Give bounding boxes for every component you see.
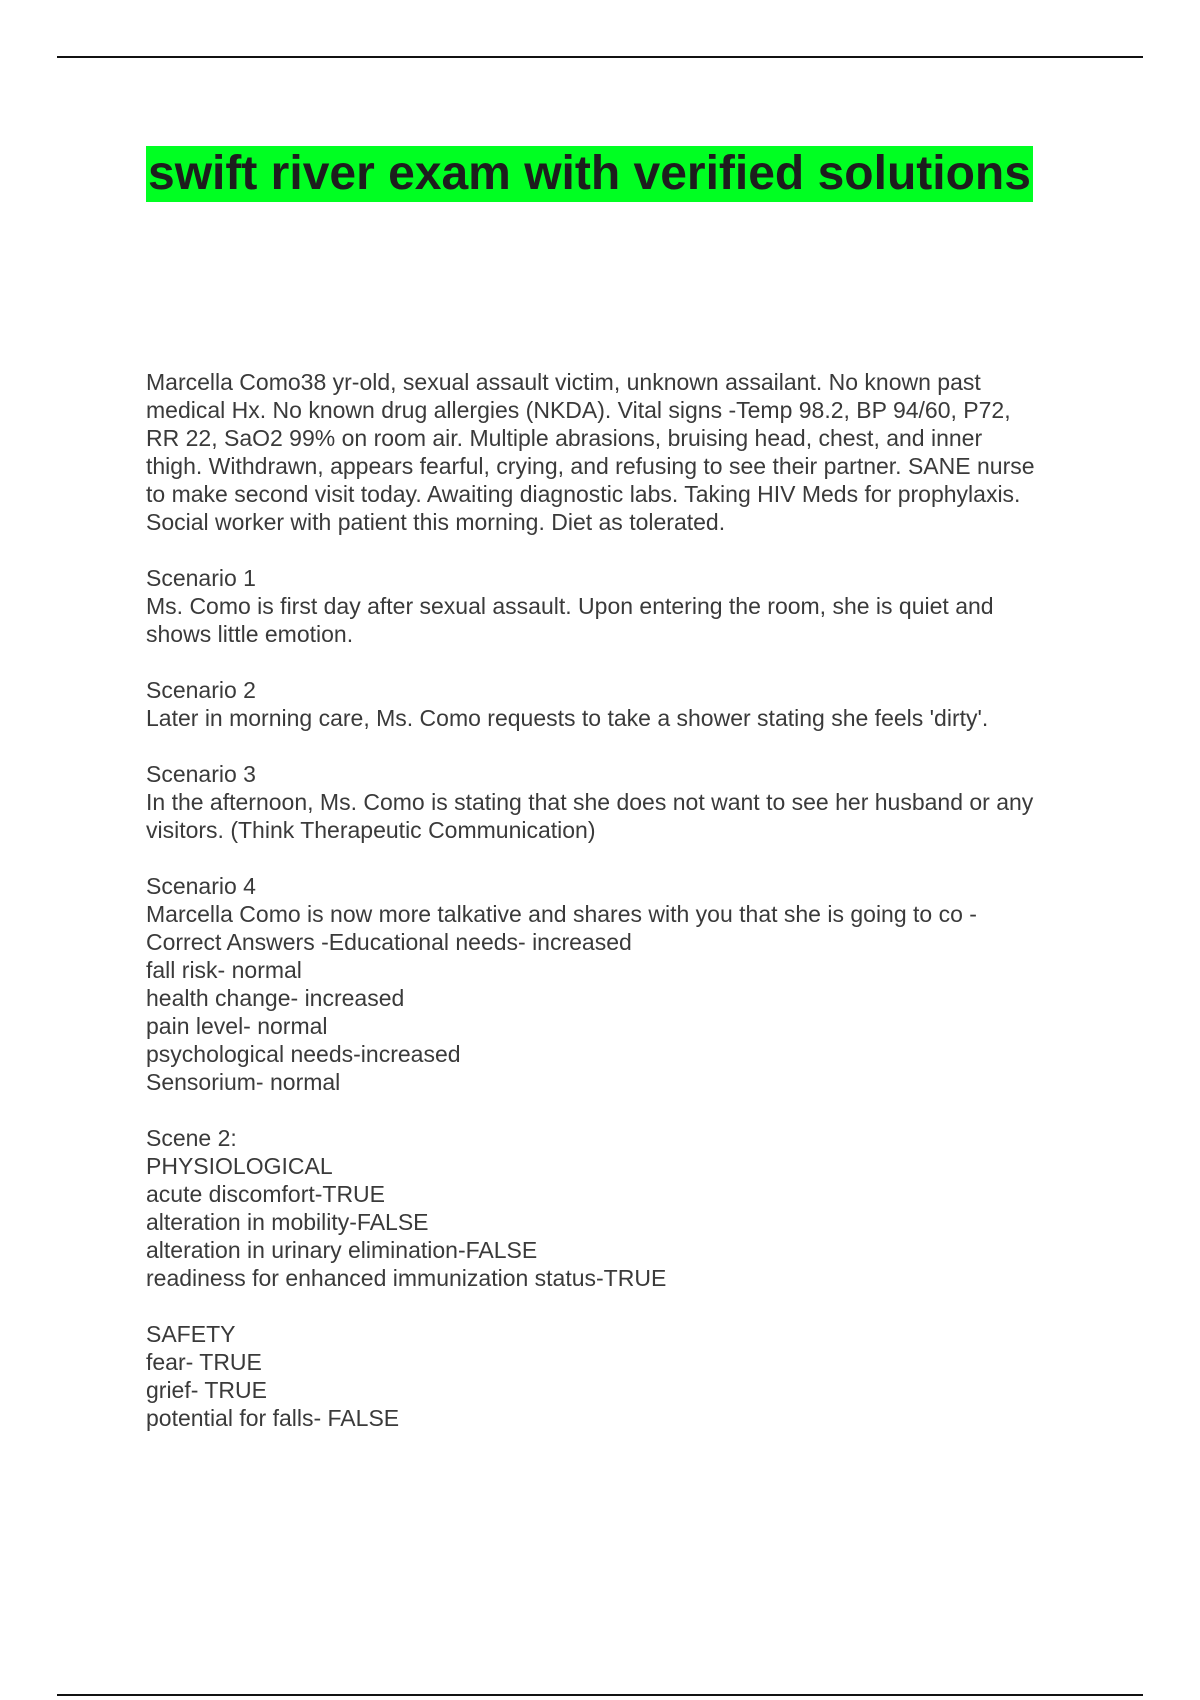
text-line: fear- TRUE <box>146 1349 262 1375</box>
text-line: acute discomfort-TRUE <box>146 1181 386 1207</box>
text-line: alteration in urinary elimination-FALSE <box>146 1237 538 1263</box>
text-line: Later in morning care, Ms. Como requests to take a shower stating she feels 'dirty'. <box>146 705 989 731</box>
text-line: thigh. Withdrawn, appears fearful, crying, and refusing to see their partner. SANE nurse <box>146 453 1035 479</box>
scenario-heading: Scenario 3 <box>146 761 256 787</box>
scene-2 <box>146 1124 1086 1292</box>
text-line: alteration in mobility-FALSE <box>146 1209 429 1235</box>
text-line: In the afternoon, Ms. Como is stating that she does not want to see her husband or any <box>146 789 1034 815</box>
text-line: psychological needs-increased <box>146 1041 461 1067</box>
text-line: Marcella Como is now more talkative and shares with you that she is going to co - <box>146 901 977 927</box>
text-line: fall risk- normal <box>146 957 302 983</box>
scenario-2 <box>146 676 1086 732</box>
text-line: pain level- normal <box>146 1013 328 1039</box>
text-line: Correct Answers -Educational needs- increased <box>146 929 632 955</box>
text-line: potential for falls- FALSE <box>146 1405 400 1431</box>
text-line: readiness for enhanced immunization status-TRUE <box>146 1265 667 1291</box>
bottom-rule <box>57 1694 1143 1696</box>
intro-paragraph <box>146 368 1086 536</box>
text-line: health change- increased <box>146 985 405 1011</box>
text-line: shows little emotion. <box>146 621 354 647</box>
text-line: grief- TRUE <box>146 1377 267 1403</box>
scenario-4 <box>146 872 1086 1096</box>
text-line: PHYSIOLOGICAL <box>146 1153 333 1179</box>
text-line: to make second visit today. Awaiting diagnostic labs. Taking HIV Meds for prophylaxis. <box>146 481 1021 507</box>
scenario-heading: Scenario 4 <box>146 873 256 899</box>
safety-section <box>146 1320 1086 1432</box>
scenario-3 <box>146 760 1086 844</box>
text-line: medical Hx. No known drug allergies (NKDA). Vital signs -Temp 98.2, BP 94/60, P72, <box>146 397 1011 423</box>
text-line: Social worker with patient this morning. Diet as tolerated. <box>146 509 726 535</box>
scenario-heading: Scenario 1 <box>146 565 256 591</box>
title-block <box>146 146 1033 202</box>
scene-heading: Scene 2: <box>146 1125 237 1151</box>
text-line: Ms. Como is first day after sexual assault. Upon entering the room, she is quiet and <box>146 593 994 619</box>
text-line: Marcella Como38 yr-old, sexual assault victim, unknown assailant. No known past <box>146 369 981 395</box>
scenario-heading: Scenario 2 <box>146 677 256 703</box>
text-line: RR 22, SaO2 99% on room air. Multiple abrasions, bruising head, chest, and inner <box>146 425 983 451</box>
top-rule <box>57 56 1143 58</box>
scenario-1 <box>146 564 1086 648</box>
text-line: Sensorium- normal <box>146 1069 341 1095</box>
document-title: swift river exam with verified solutions <box>148 147 1031 200</box>
document-body <box>146 368 1086 1460</box>
text-line: visitors. (Think Therapeutic Communication) <box>146 817 596 843</box>
section-heading: SAFETY <box>146 1321 236 1347</box>
